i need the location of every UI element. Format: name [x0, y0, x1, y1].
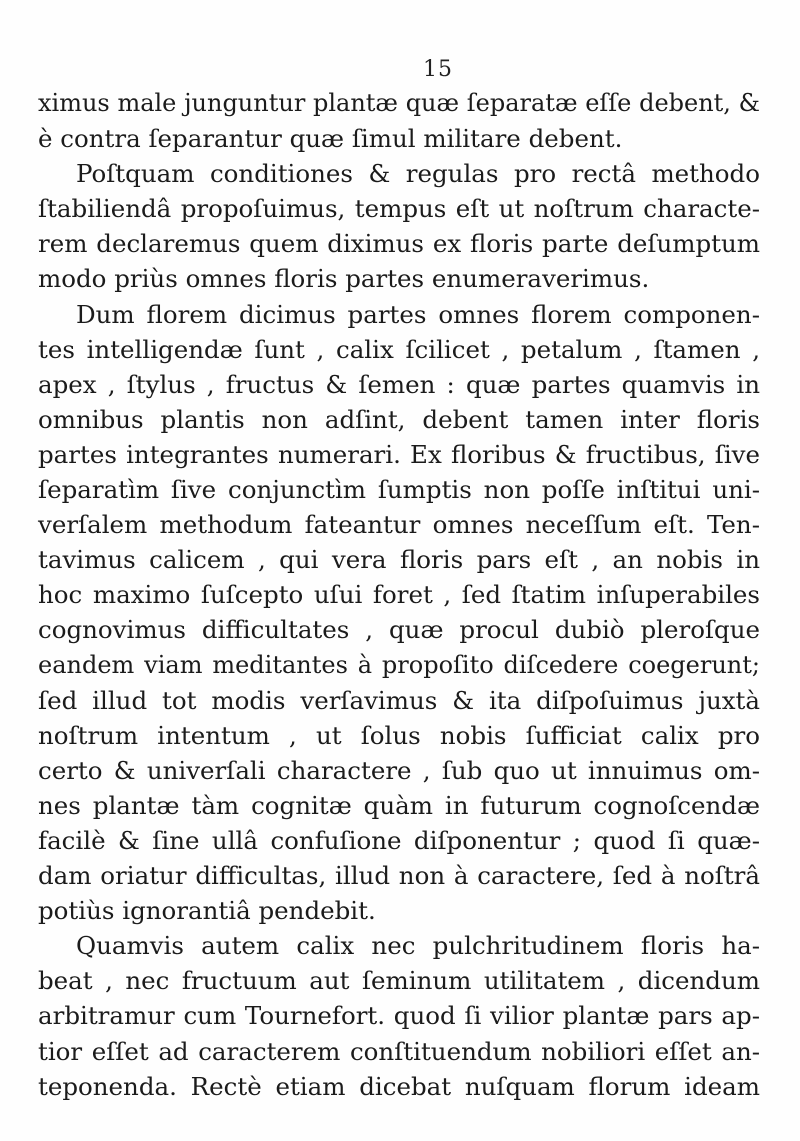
text-line: modo priùs omnes floris partes enumeraverimus. — [38, 264, 650, 294]
text-line: tes intelligendæ ſunt , calix ſcilicet , petalum , ſtamen , — [38, 334, 760, 364]
text-line: Quamvis autem calix nec pulchritudinem floris ha- — [76, 931, 760, 961]
text-line: rem declaremus quem diximus ex floris parte deſumptum — [38, 229, 760, 259]
text-line: Poſtquam conditiones & regulas pro rectâ methodo — [76, 159, 760, 189]
text-line: ſed illud tot modis verſavimus & ita diſpoſuimus juxtà — [38, 685, 760, 715]
text-line: arbitramur cum Tournefort. quod ſi vilior plantæ pars ap- — [38, 1001, 760, 1031]
text-line: partes integrantes numerari. Ex floribus & fructibus, ſive — [38, 439, 760, 469]
text-line: tavimus calicem , qui vera floris pars eſt , an nobis in — [38, 545, 760, 575]
text-line: hoc maximo ſuſcepto uſui foret , ſed ſtatim inſuperabiles — [38, 580, 760, 610]
text-line: cognovimus difficultates , quæ procul dubiò pleroſque — [38, 615, 760, 645]
text-line: beat , nec fructuum aut ſeminum utilitatem , dicendum — [38, 966, 760, 996]
text-line: noſtrum intentum , ut ſolus nobis ſufficiat calix pro — [38, 720, 760, 750]
text-line: nes plantæ tàm cognitæ quàm in futurum cognoſcendæ — [38, 790, 760, 820]
text-line: verſalem methodum fateantur omnes neceſſum eſt. Ten- — [38, 510, 760, 540]
body-text — [38, 86, 760, 1104]
text-line: teponenda. Rectè etiam dicebat nuſquam florum ideam — [38, 1071, 760, 1101]
text-line: potiùs ignorantiâ pendebit. — [38, 896, 376, 926]
text-line: Dum florem dicimus partes omnes florem componen- — [76, 299, 760, 329]
text-line: certo & univerſali charactere , ſub quo ut innuimus om- — [38, 755, 760, 785]
text-line: ſeparatìm ſive conjunctìm ſumptis non poſſe inſtitui uni- — [38, 475, 760, 505]
text-line: tior eſſet ad caracterem conſtituendum nobiliori eſſet an- — [38, 1036, 760, 1066]
text-line: eandem viam meditantes à propoſito diſcedere coegerunt; — [38, 650, 760, 679]
page-number: 15 — [423, 57, 453, 82]
text-line: apex , ſtylus , fructus & ſemen : quæ partes quamvis in — [38, 369, 760, 399]
text-line: facilè & ſine ullâ confuſione diſponentur ; quod ſi quæ- — [38, 825, 760, 855]
text-line: ſtabiliendâ propoſuimus, tempus eſt ut noſtrum characte- — [38, 194, 760, 224]
text-line: è contra ſeparantur quæ ſimul militare debent. — [38, 124, 623, 154]
text-line: dam oriatur difficultas, illud non à caractere, ſed à noſtrâ — [38, 861, 760, 891]
text-line: ximus male junguntur plantæ quæ ſeparatæ eſſe debent, & — [38, 89, 760, 117]
text-line: omnibus plantis non adſint, debent tamen inter floris — [38, 404, 760, 434]
